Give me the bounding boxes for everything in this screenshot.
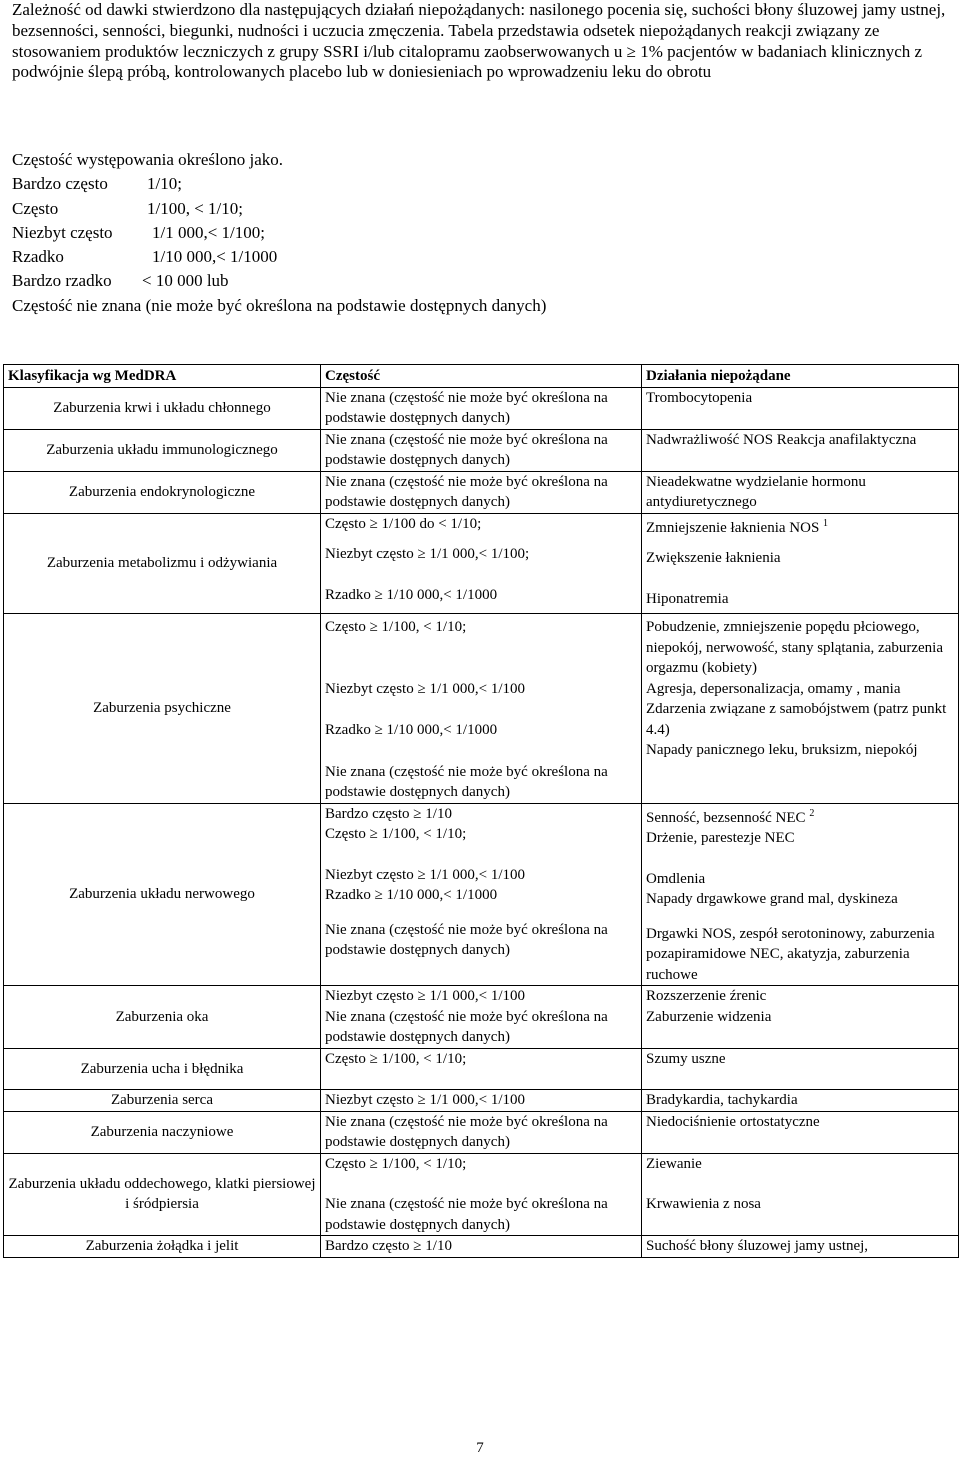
frequency-entry: Niezbyt często ≥ 1/1 000,< 1/100	[325, 866, 525, 883]
effect-cell: Trombocytopenia	[642, 387, 959, 429]
table-row	[4, 1048, 959, 1090]
frequency-line: Częstość nie znana (nie może być określona na podstawie dostępnych danych)	[12, 295, 547, 315]
frequency-definitions	[12, 148, 952, 318]
frequency-entry: Często ≥ 1/100, < 1/10;	[325, 1155, 467, 1172]
effect-cell: Suchość błony śluzowej jamy ustnej,	[642, 1236, 959, 1258]
frequency-cell: Nie znana (częstość nie może być określona na podstawie dostępnych danych)	[321, 1111, 642, 1153]
table-row	[4, 1153, 959, 1236]
frequency-cell	[321, 1153, 642, 1236]
table-header-row	[4, 365, 959, 388]
effect-cell: Nieadekwatne wydzielanie hormonu antydiuretycznego	[642, 471, 959, 513]
table-row	[4, 803, 959, 986]
effect-entry: Zmniejszenie łaknienia NOS $^1$	[646, 517, 829, 536]
table-row	[4, 429, 959, 471]
effect-cell	[642, 513, 959, 614]
header-adverse-effects: Działania niepożądane	[642, 365, 959, 388]
frequency-cell: Nie znana (częstość nie może być określona na podstawie dostępnych danych)	[321, 471, 642, 513]
effect-entry: Ziewanie	[646, 1155, 702, 1172]
effect-entry: Agresja, depersonalizacja, omamy , mania	[646, 680, 901, 697]
frequency-entry: Często ≥ 1/100, < 1/10;	[325, 619, 467, 635]
frequency-entry: Bardzo często ≥ 1/10	[325, 805, 452, 822]
table-row	[4, 471, 959, 513]
frequency-entry: Niezbyt często ≥ 1/1 000,< 1/100;	[325, 546, 530, 562]
classification-cell: Zaburzenia oka	[4, 986, 321, 1049]
classification-cell: Zaburzenia metabolizmu i odżywiania	[4, 513, 321, 614]
frequency-entry: Nie znana (częstość nie może być określona na podstawie dostępnych danych)	[325, 921, 608, 958]
table-row	[4, 986, 959, 1049]
classification-cell: Zaburzenia psychiczne	[4, 614, 321, 804]
frequency-cell: Niezbyt często ≥ 1/1 000,< 1/100	[321, 1090, 642, 1112]
classification-cell: Zaburzenia żołądka i jelit	[4, 1236, 321, 1258]
frequency-cell	[321, 513, 642, 614]
effect-entry: Omdlenia	[646, 870, 706, 887]
frequency-heading: Częstość występowania określono jako.	[12, 150, 283, 169]
frequency-cell: Często ≥ 1/100, < 1/10;	[321, 1048, 642, 1090]
effect-cell	[642, 803, 959, 986]
frequency-line: Niezbyt często 1/1 000,< 1/100;	[12, 222, 266, 242]
effect-cell: Niedociśnienie ortostatyczne	[642, 1111, 959, 1153]
effect-entry: Zaburzenie widzenia	[646, 1008, 772, 1025]
effect-entry: Hiponatremia	[646, 590, 729, 607]
effect-entry: Napady panicznego leku, bruksizm, niepokój	[646, 742, 918, 758]
table-row	[4, 513, 959, 614]
effect-entry: Zdarzenia związane z samobójstwem (patrz punkt 4.4)	[646, 701, 947, 738]
frequency-line: Bardzo często 1/10;	[12, 174, 182, 194]
frequency-entry: Często ≥ 1/100, < 1/10;	[325, 826, 467, 842]
table-row	[4, 387, 959, 429]
table-row	[4, 1236, 959, 1258]
effect-entry: Napady drgawkowe grand mal, dyskineza	[646, 891, 898, 907]
intro-paragraph: Zależność od dawki stwierdzono dla następujących działań niepożądanych: nasilonego pocenia się, suchości błony śluzowej jamy ustnej, bezsenności, senności, biegunki, nudności i uczucia zmęczenia. Tabela przedstawia odsetek niepożądanych reakcji związany ze stosowaniem produktów leczniczych z grupy SSRI i/lub citalopramu zaobserwowanych u ≥ 1% pacjentów w badaniach klinicznych z podwójnie ślepą próbą, kontrolowanych placebo lub w doniesieniach po wprowadzeniu leku do obrotu	[12, 0, 946, 82]
classification-cell: Zaburzenia serca	[4, 1090, 321, 1112]
effect-entry: Krwawienia z nosa	[646, 1196, 761, 1212]
table-row	[4, 1111, 959, 1153]
effect-cell	[642, 1153, 959, 1236]
frequency-cell	[321, 803, 642, 986]
effect-entry: Pobudzenie, zmniejszenie popędu płciowego, niepokój, nerwowość, stany splątania, zaburzenia orgazmu (kobiety)	[646, 619, 943, 676]
frequency-cell: Bardzo często ≥ 1/10	[321, 1236, 642, 1258]
frequency-entry: Nie znana (częstość nie może być określona na podstawie dostępnych danych)	[325, 763, 608, 800]
frequency-entry: Nie znana (częstość nie może być określona na podstawie dostępnych danych)	[325, 1008, 608, 1045]
effect-cell: Szumy uszne	[642, 1048, 959, 1090]
frequency-entry: Nie znana (częstość nie może być określona na podstawie dostępnych danych)	[325, 1196, 608, 1233]
header-frequency: Częstość	[321, 365, 642, 388]
frequency-entry: Niezbyt często ≥ 1/1 000,< 1/100	[325, 680, 525, 697]
effect-entry: Zwiększenie łaknienia	[646, 550, 781, 566]
effect-entry: Rozszerzenie źrenic	[646, 988, 767, 1004]
classification-cell: Zaburzenia krwi i układu chłonnego	[4, 387, 321, 429]
effect-entry: Senność, bezsenność NEC $^2$	[646, 807, 815, 826]
frequency-entry: Niezbyt często ≥ 1/1 000,< 1/100	[325, 988, 525, 1004]
frequency-line: Rzadko 1/10 000,< 1/1000	[12, 247, 278, 267]
header-classification: Klasyfikacja wg MedDRA	[4, 365, 321, 388]
frequency-entry: Rzadko ≥ 1/10 000,< 1/1000	[325, 586, 498, 603]
table-row	[4, 1090, 959, 1112]
frequency-cell: Nie znana (częstość nie może być określona na podstawie dostępnych danych)	[321, 387, 642, 429]
effect-cell	[642, 614, 959, 804]
footnote-marker: 1	[823, 517, 829, 529]
classification-cell: Zaburzenia naczyniowe	[4, 1111, 321, 1153]
frequency-line: Bardzo rzadko < 10 000 lub	[12, 271, 229, 291]
frequency-line: Często 1/100, < 1/10;	[12, 198, 244, 218]
adverse-reactions-table	[3, 364, 959, 1258]
classification-cell: Zaburzenia układu immunologicznego	[4, 429, 321, 471]
frequency-cell: Nie znana (częstość nie może być określona na podstawie dostępnych danych)	[321, 429, 642, 471]
effect-cell: Nadwrażliwość NOS Reakcja anafilaktyczna	[642, 429, 959, 471]
frequency-entry: Często ≥ 1/100 do < 1/10;	[325, 515, 482, 532]
frequency-cell	[321, 986, 642, 1049]
footnote-marker: 2	[809, 807, 815, 819]
classification-cell: Zaburzenia układu oddechowego, klatki piersiowej i śródpiersia	[4, 1153, 321, 1236]
classification-cell: Zaburzenia endokrynologiczne	[4, 471, 321, 513]
page-number: 7	[476, 1440, 484, 1456]
frequency-entry: Rzadko ≥ 1/10 000,< 1/1000	[325, 722, 498, 738]
frequency-entry: Rzadko ≥ 1/10 000,< 1/1000	[325, 887, 498, 903]
effect-entry: Drżenie, parestezje NEC	[646, 830, 795, 846]
classification-cell: Zaburzenia układu nerwowego	[4, 803, 321, 986]
frequency-cell	[321, 614, 642, 804]
effect-cell	[642, 986, 959, 1049]
table-row	[4, 614, 959, 804]
effect-cell: Bradykardia, tachykardia	[642, 1090, 959, 1112]
effect-entry: Drgawki NOS, zespół serotoninowy, zaburzenia pozapiramidowe NEC, akatyzja, zaburzenia ruchowe	[646, 925, 935, 983]
classification-cell: Zaburzenia ucha i błędnika	[4, 1048, 321, 1090]
